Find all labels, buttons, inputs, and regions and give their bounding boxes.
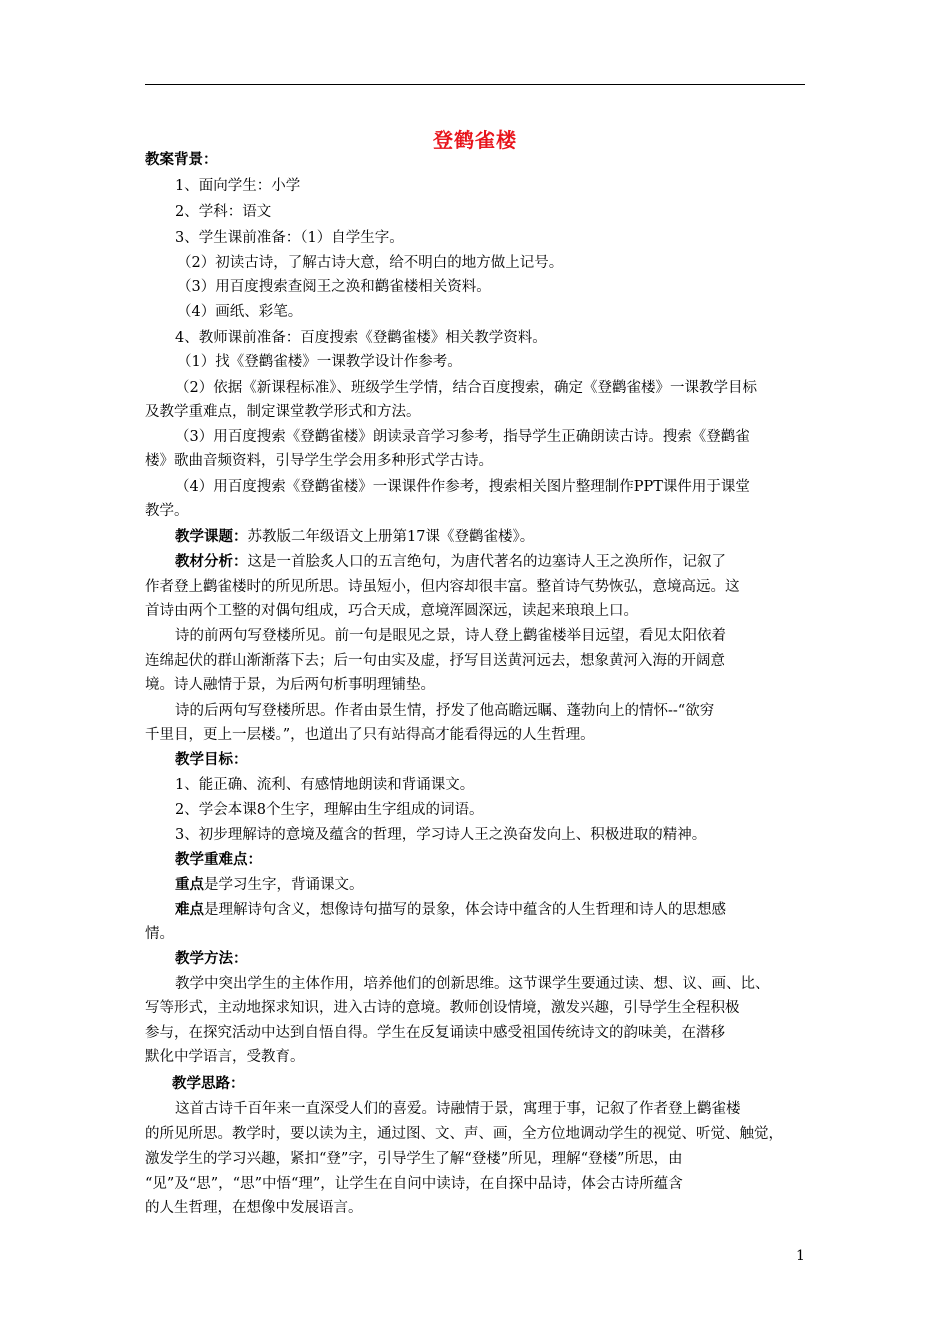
paragraph-line: 首诗由两个工整的对偶句组成，巧合天成，意境浑圆深远，读起来琅琅上口。 bbox=[145, 603, 638, 619]
paragraph-line: 作者登上鹳雀楼时的所见所思。诗虽短小，但内容却很丰富。整首诗气势恢弘，意境高远。这 bbox=[145, 579, 740, 595]
list-item: 2、学会本课8个生字，理解由生字组成的词语。 bbox=[175, 802, 484, 818]
paragraph-line: “见”及“思”，“思”中悟“理”，让学生在自问中读诗，在自探中品诗，体会古诗所蕴含 bbox=[145, 1176, 683, 1192]
paragraph-line: 诗的前两句写登楼所见。前一句是眼见之景，诗人登上鹳雀楼举目远望，看见太阳依着 bbox=[175, 628, 726, 644]
background-heading: 教案背景： bbox=[145, 152, 218, 168]
list-item: （3）用百度搜索查阅王之涣和鹳雀楼相关资料。 bbox=[177, 279, 491, 295]
header-rule bbox=[145, 84, 805, 85]
list-item: （4）用百度搜索《登鹳雀楼》一课课件作参考，搜索相关图片整理制作PPT课件用于课堂 bbox=[175, 479, 750, 495]
analysis-label: 教材分析： bbox=[175, 554, 248, 570]
method-heading: 教学方法： bbox=[175, 951, 248, 967]
difficulty-label: 难点 bbox=[175, 902, 204, 918]
topic-label: 教学课题： bbox=[175, 529, 248, 545]
paragraph-line: 的人生哲理，在想像中发展语言。 bbox=[145, 1200, 363, 1216]
list-item: （2）初读古诗，了解古诗大意，给不明白的地方做上记号。 bbox=[177, 255, 564, 271]
paragraph-line: 的所见所思。教学时，要以读为主，通过图、文、声、画，全方位地调动学生的视觉、听觉、触觉， bbox=[145, 1126, 783, 1142]
paragraph-line: 诗的后两句写登楼所思。作者由景生情，抒发了他高瞻远瞩、蓬勃向上的情怀--“欲穷 bbox=[175, 703, 715, 719]
difficulty-text: 是理解诗句含义，想像诗句描写的景象，体会诗中蕴含的人生哲理和诗人的思想感 bbox=[204, 902, 726, 918]
list-item: （1）找《登鹳雀楼》一课教学设计作参考。 bbox=[177, 354, 462, 370]
paragraph-line: 写等形式，主动地探求知识，进入古诗的意境。教师创设情境，激发兴趣，引导学生全程积极 bbox=[145, 1000, 740, 1016]
paragraph-line: 情。 bbox=[145, 926, 174, 942]
list-item: 4、教师课前准备：百度搜索《登鹳雀楼》相关教学资料。 bbox=[175, 330, 547, 346]
list-item: 1、能正确、流利、有感情地朗读和背诵课文。 bbox=[175, 777, 475, 793]
focus-line bbox=[175, 875, 364, 895]
idea-heading: 教学思路： bbox=[172, 1076, 245, 1092]
paragraph-line: 激发学生的学习兴趣，紧扣“登”字，引导学生了解“登楼”所见，理解“登楼”所思，由 bbox=[145, 1151, 683, 1167]
paragraph-line: 连绵起伏的群山渐渐落下去；后一句由实及虚，抒写目送黄河远去，想象黄河入海的开阔意 bbox=[145, 653, 725, 669]
list-item: 3、初步理解诗的意境及蕴含的哲理，学习诗人王之涣奋发向上、积极进取的精神。 bbox=[175, 827, 707, 843]
focus-label: 重点 bbox=[175, 877, 204, 893]
paragraph-line: 参与，在探究活动中达到自悟自得。学生在反复诵读中感受祖国传统诗文的韵味美，在潜移 bbox=[145, 1025, 725, 1041]
paragraph-line: 教学中突出学生的主体作用，培养他们的创新思维。这节课学生要通过读、想、议、画、比、 bbox=[175, 976, 770, 992]
list-item: （2）依据《新课程标准》、班级学生学情，结合百度搜索，确定《登鹳雀楼》一课教学目标 bbox=[175, 380, 757, 396]
paragraph-line: 境。诗人融情于景，为后两句析事明理铺垫。 bbox=[145, 677, 435, 693]
paragraph-line: 默化中学语言，受教育。 bbox=[145, 1049, 305, 1065]
page-title: 登鹤雀楼 bbox=[433, 128, 517, 152]
page-number: 1 bbox=[796, 1248, 805, 1264]
list-item: 楼》歌曲音频资料，引导学生学会用多种形式学古诗。 bbox=[145, 453, 493, 469]
list-item: 3、学生课前准备：（1）自学生字。 bbox=[175, 230, 404, 246]
topic-text: 苏教版二年级语文上册第17课《登鹳雀楼》。 bbox=[247, 529, 535, 545]
list-item: 及教学重难点，制定课堂教学形式和方法。 bbox=[145, 404, 421, 420]
list-item: 2、学科：语文 bbox=[175, 204, 272, 220]
focus-text: 是学习生字，背诵课文。 bbox=[204, 877, 364, 893]
difficulty-line bbox=[175, 900, 726, 920]
topic-line bbox=[175, 527, 534, 547]
key-heading: 教学重难点： bbox=[175, 852, 262, 868]
list-item: 教学。 bbox=[145, 503, 189, 519]
goals-heading: 教学目标： bbox=[175, 752, 248, 768]
analysis-line bbox=[175, 552, 726, 572]
analysis-first: 这是一首脍炙人口的五言绝句，为唐代著名的边塞诗人王之涣所作，记叙了 bbox=[247, 554, 726, 570]
list-item: （4）画纸、彩笔。 bbox=[177, 304, 303, 320]
paragraph-line: 这首古诗千百年来一直深受人们的喜爱。诗融情于景，寓理于事，记叙了作者登上鹳雀楼 bbox=[175, 1101, 741, 1117]
list-item: 1、面向学生：小学 bbox=[175, 178, 301, 194]
paragraph-line: 千里目，更上一层楼。”，也道出了只有站得高才能看得远的人生哲理。 bbox=[145, 727, 595, 743]
list-item: （3）用百度搜索《登鹳雀楼》朗读录音学习参考，指导学生正确朗读古诗。搜索《登鹳雀 bbox=[175, 429, 750, 445]
